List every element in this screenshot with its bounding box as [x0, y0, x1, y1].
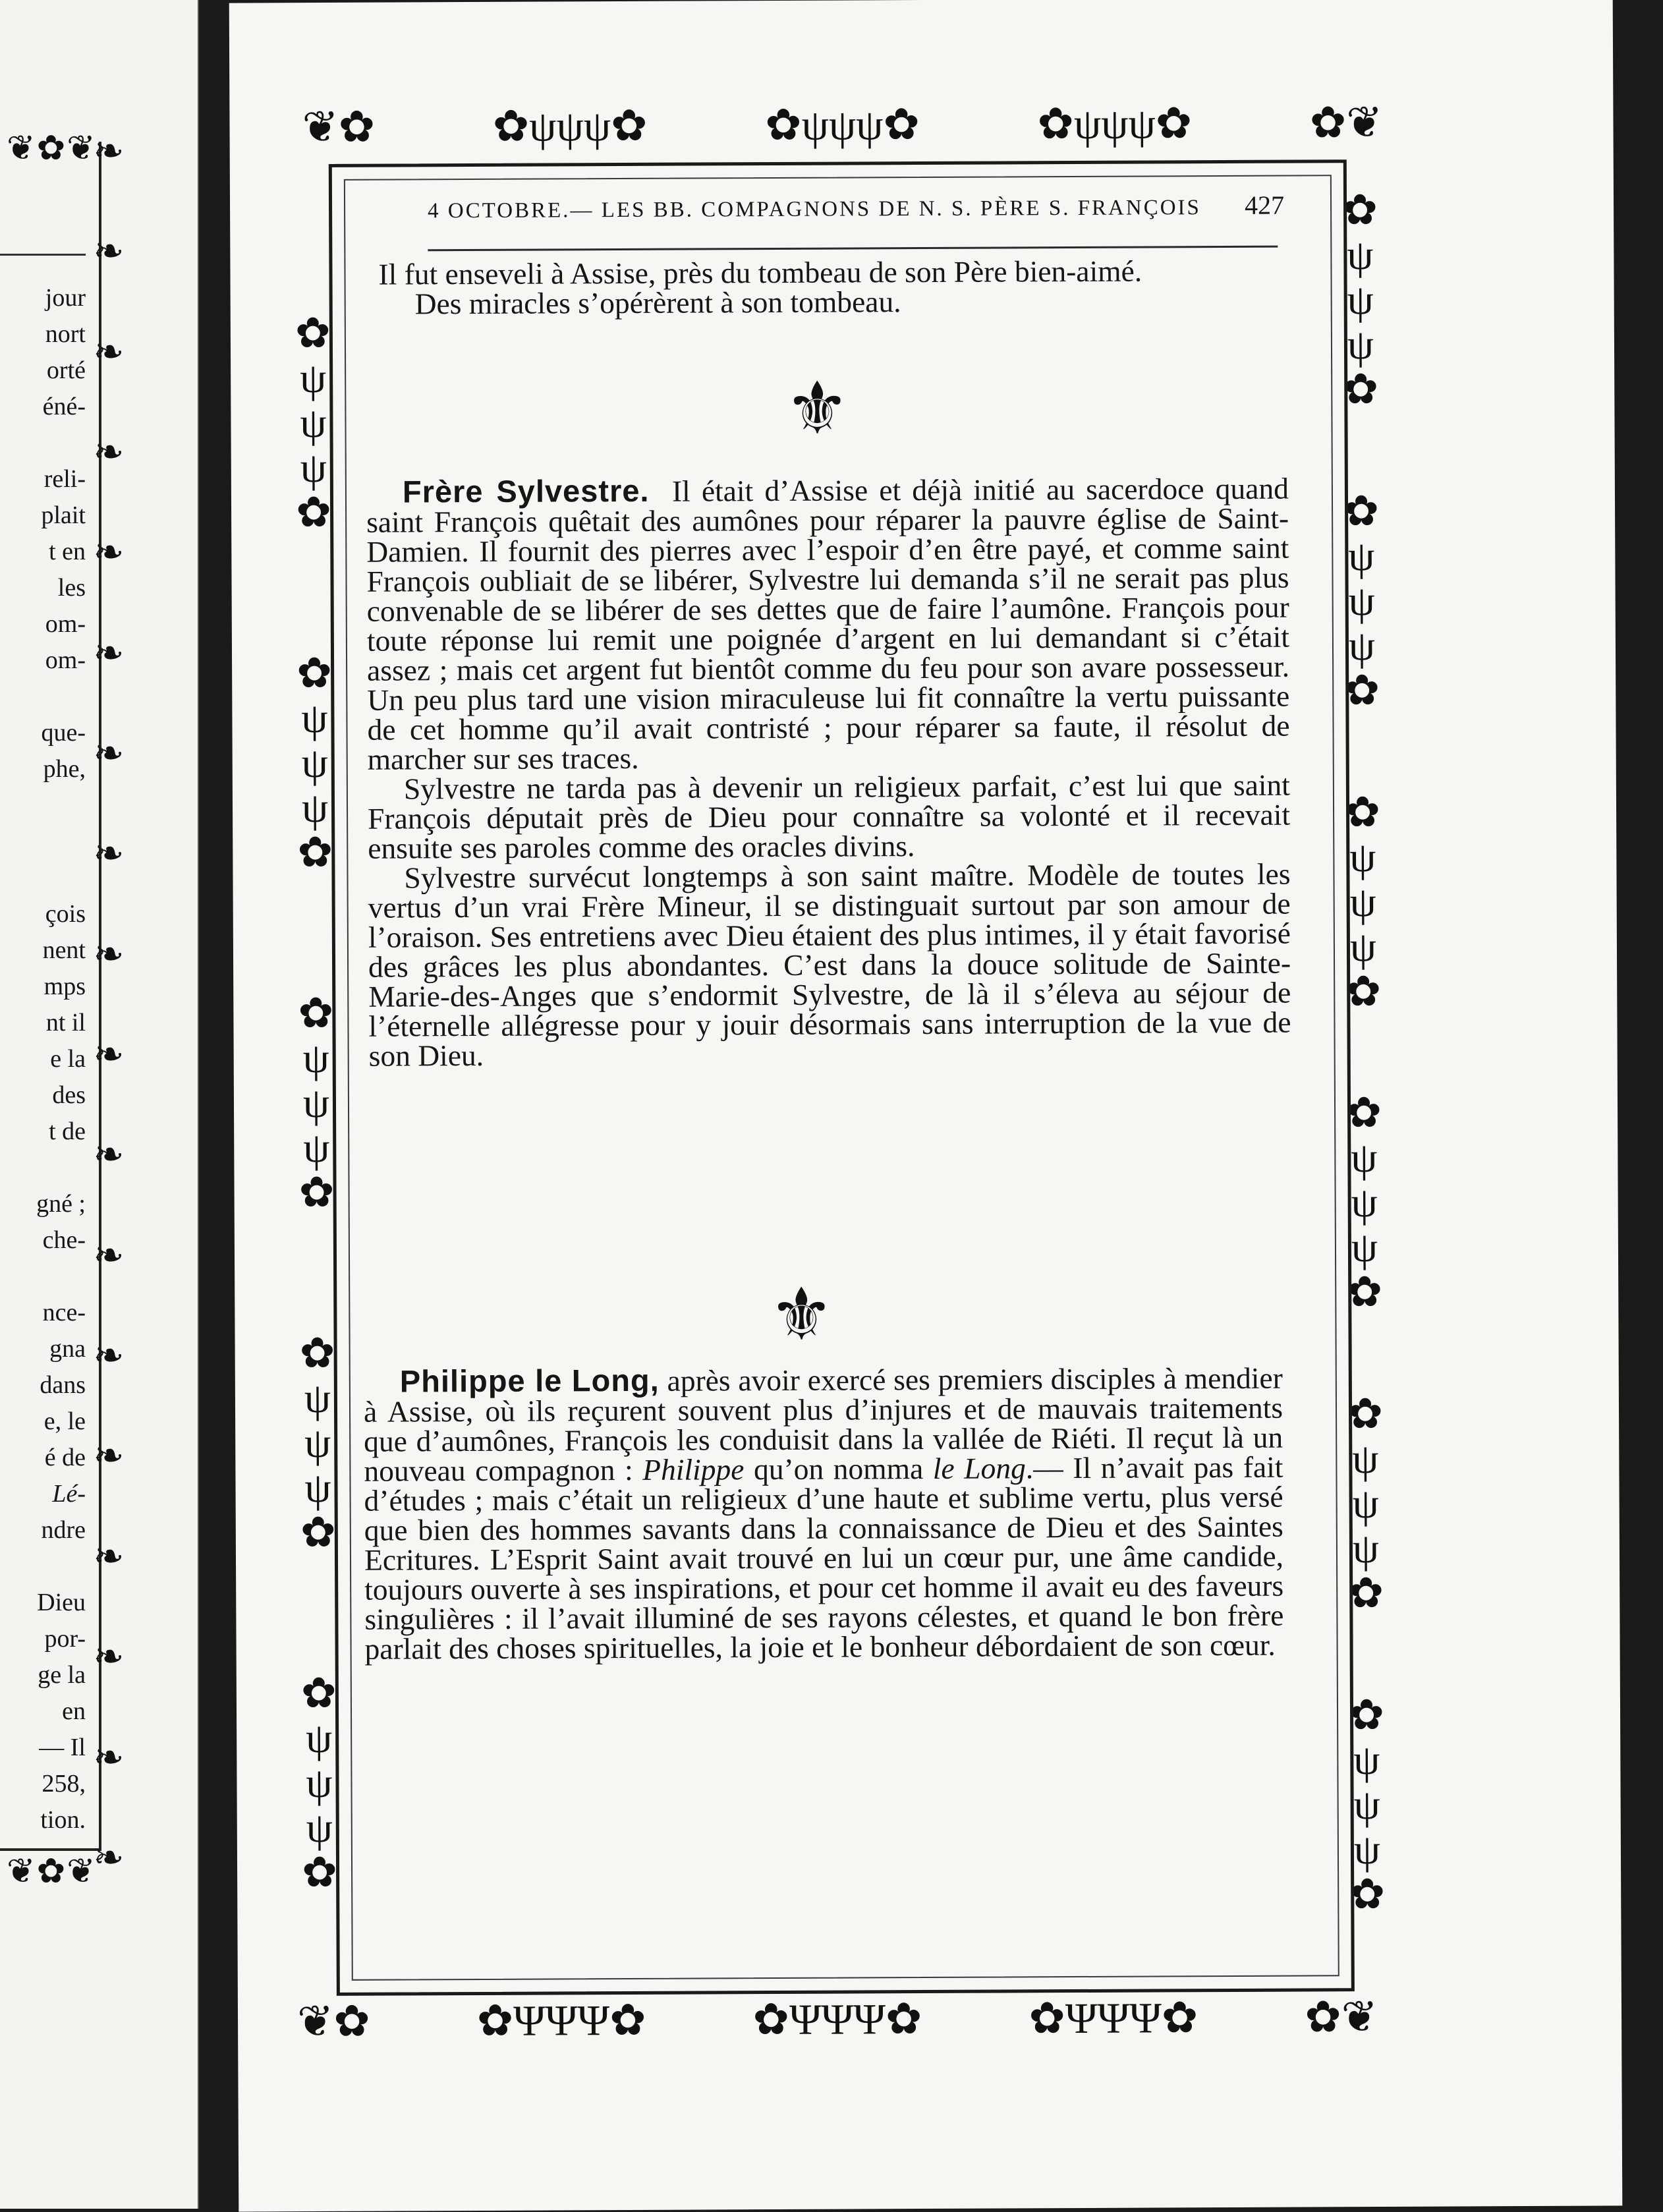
tulip-row-ornament-icon: ✿ψψψ✿ — [765, 101, 920, 150]
scroll-ornament-icon: ❧ — [93, 1336, 125, 1377]
rosette-tulip-group-icon: ✿ ψ ψ ψ ✿ — [300, 1669, 338, 1896]
scroll-ornament-icon: ❧ — [93, 633, 125, 674]
tulip-row-ornament-icon: ✿ψψψ✿ — [492, 101, 648, 151]
left-page-line-fragment: nort — [45, 320, 86, 348]
left-page-line-fragment: gna — [49, 1335, 86, 1363]
left-page-line-fragment: plait — [41, 501, 86, 529]
left-page-line-fragment: gné ; — [36, 1190, 86, 1218]
left-page-line-fragment: les — [57, 574, 86, 602]
sylvestre-section — [366, 473, 1291, 1071]
scroll-ornament-icon: ❧ — [93, 331, 125, 373]
philippe-text-c: .— Il n’avait pas fait d’études ; mais c’était un religieux d’une haute et sublime vertu, plus versé que bien des hommes savants dans la connaissance de Dieu et des Saintes Ecritures. L’Esprit Saint avait trouvé en lui un cœur pur, une âme candide, toujours ouverte à ses inspirations, et pour cet homme il avait eu des faveurs singulières : il l’avait illuminé de ses rayons célestes, et quand le bon frère parlait des choses spirituelles, la joie et le bonheur débordaient de son cœur. — [364, 1450, 1284, 1666]
left-page-line-fragment: orté — [46, 356, 86, 384]
philippe-section — [364, 1363, 1284, 1664]
philippe-text-a: après avoir exercé ses premiers disciples à mendier à Assise, où ils reçurent souvent plus d’injures et de mauvais traitements que d’aumônes, François les conduisit dans la vallée de Riéti. Il reçut là un nouveau compagnon : — [363, 1361, 1283, 1488]
fleur-de-lis-icon: ⚜ — [768, 1274, 834, 1356]
rosette-tulip-ornament-icon: ✿❦ — [1309, 98, 1383, 148]
fleur-de-lis-icon: ⚜ — [784, 368, 850, 449]
left-page-fragment — [0, 0, 199, 2209]
left-bottom-ornament: ❦✿❦ — [7, 1853, 97, 1890]
rosette-tulip-group-icon: ✿ ψ ψ ψ ✿ — [1346, 1089, 1383, 1316]
left-page-line-fragment: éné- — [42, 393, 86, 420]
rosette-tulip-group-icon: ✿ ψ ψ ψ ✿ — [1349, 1691, 1386, 1917]
rosette-tulip-group-icon: ✿ ψ ψ ψ ✿ — [299, 1329, 336, 1556]
left-page-line-fragment: om- — [45, 646, 86, 674]
top-ornament-border — [302, 100, 1382, 151]
rosette-tulip-group-icon: ✿ ψ ψ ψ ✿ — [298, 989, 335, 1216]
scroll-ornament-icon: ❧ — [93, 1737, 125, 1778]
scroll-ornament-icon: ❧ — [93, 1536, 125, 1577]
rosette-tulip-group-icon: ✿ ψ ψ ψ ✿ — [1343, 487, 1380, 714]
rosette-tulip-ornament-icon: ✿❦ — [1305, 1993, 1378, 2042]
intro-paragraph — [378, 256, 1301, 319]
left-page-line-fragment: Lé- — [52, 1480, 86, 1508]
left-page-line-fragment: mps — [43, 973, 86, 1000]
philippe-paragraph — [364, 1363, 1284, 1664]
left-page-line-fragment: 258, — [42, 1770, 86, 1798]
tulip-row-ornament-icon: ✿ΨΨΨ✿ — [1029, 1994, 1198, 2043]
scroll-ornament-icon: ❧ — [93, 1135, 125, 1176]
sylvestre-paragraph-3: Sylvestre survécut longtemps à son saint maître. Modèle de toutes les vertus d’un vrai Frère Mineur, il se distinguait surtout par son amour de l’oraison. Ses entretiens avec Dieu étaient des plus intimes, il y était favorisé des grâces les plus abondantes. C’est dans la douce solitude de Sainte-Marie-des-Anges que s’endormit Sylvestre, de là il s’éleva au séjour de l’éternelle allégresse pour y jouir désormais sans interruption de la vue de son Dieu. — [368, 857, 1291, 1073]
intro-line-2: Des miracles s’opérèrent à son tombeau. — [414, 285, 901, 321]
bottom-ornament-border — [297, 1995, 1378, 2045]
left-page-line-fragment: dans — [40, 1371, 86, 1399]
rosette-tulip-group-icon: ✿ ψ ψ ψ ✿ — [1342, 186, 1379, 413]
sylvestre-paragraph-1 — [366, 473, 1290, 774]
left-page-line-fragment: nent — [42, 936, 86, 964]
left-page-line-fragment: é de — [44, 1444, 86, 1471]
tulip-row-ornament-icon: ✿ΨΨΨ✿ — [752, 1995, 922, 2045]
left-page-line-fragment: e, le — [43, 1407, 86, 1435]
intro-line-1: Il fut enseveli à Assise, près du tombeau de son Père bien-aimé. — [378, 254, 1142, 291]
left-page-line-fragment: tion. — [40, 1806, 86, 1834]
sylvestre-heading: Frère Sylvestre. — [402, 472, 650, 509]
left-top-ornament: ❦✿❦ — [7, 130, 97, 167]
left-page-ornament-column — [89, 132, 128, 1878]
right-page — [229, 0, 1623, 2212]
rosette-tulip-group-icon: ✿ ψ ψ ψ ✿ — [296, 649, 333, 876]
left-page-line-fragment: Dieu — [37, 1589, 86, 1616]
scroll-ornament-icon: ❧ — [93, 733, 125, 775]
philippe-text-b: qu’on nomma — [753, 1452, 924, 1487]
left-page-line-fragment: por- — [44, 1625, 86, 1653]
tulip-row-ornament-icon: ✿ΨΨΨ✿ — [476, 1996, 646, 2045]
left-page-line-fragment: çois — [45, 900, 86, 928]
page-number: 427 — [1244, 190, 1285, 220]
left-page-line-fragment: om- — [45, 610, 86, 638]
left-page-line-fragment: — Il — [39, 1734, 86, 1761]
sylvestre-paragraph-2: Sylvestre ne tarda pas à devenir un religieux parfait, c’est lui que saint François députait près de Dieu pour connaître sa volonté et il recevait ensuite ses paroles comme des oracles divins. — [367, 768, 1291, 865]
left-running-head-rule — [0, 254, 86, 256]
scroll-ornament-icon: ❧ — [93, 432, 125, 474]
left-page-line-fragment: en — [62, 1697, 86, 1725]
left-page-line-fragment: ndre — [41, 1516, 86, 1544]
scroll-ornament-icon: ❧ — [93, 131, 125, 172]
rosette-tulip-group-icon: ✿ ψ ψ ψ ✿ — [1345, 788, 1382, 1015]
left-page-line-fragment: des — [52, 1081, 86, 1109]
philippe-italic-name: Philippe — [642, 1452, 745, 1487]
philippe-italic-surname: le Long — [932, 1451, 1026, 1485]
scroll-ornament-icon: ❧ — [93, 1637, 125, 1678]
left-page-line-fragment: jour — [45, 284, 86, 312]
scroll-ornament-icon: ❧ — [93, 532, 125, 574]
left-page-line-fragment: che- — [42, 1226, 86, 1254]
rosette-tulip-group-icon: ✿ ψ ψ ψ ✿ — [1347, 1390, 1384, 1617]
scroll-ornament-icon: ❧ — [93, 1035, 125, 1076]
scroll-ornament-icon: ❧ — [93, 934, 125, 975]
scroll-ornament-icon: ❧ — [93, 1235, 125, 1276]
left-page-line-fragment: que- — [41, 719, 86, 747]
philippe-heading: Philippe le Long, — [399, 1362, 660, 1399]
rosette-tulip-ornament-icon: ❦✿ — [302, 103, 376, 152]
scroll-ornament-icon: ❧ — [93, 231, 125, 273]
running-head-title: 4 OCTOBRE.— LES BB. COMPAGNONS DE N. S. PÈRE S. FRANÇOIS — [427, 196, 1201, 223]
rosette-tulip-ornament-icon: ❦✿ — [296, 1997, 370, 2047]
tulip-row-ornament-icon: ✿ψψψ✿ — [1037, 99, 1193, 149]
left-page-line-fragment: t de — [49, 1118, 86, 1145]
scroll-ornament-icon: ❧ — [93, 834, 125, 875]
running-head — [428, 190, 1284, 225]
left-page-line-fragment: e la — [50, 1045, 86, 1073]
left-page-line-fragment: nt il — [45, 1009, 86, 1036]
left-page-line-fragment: ge la — [38, 1661, 86, 1689]
scroll-ornament-icon: ❧ — [93, 1436, 125, 1477]
rosette-tulip-group-icon: ✿ ψ ψ ψ ✿ — [295, 309, 332, 536]
left-page-line-fragment: phe, — [43, 755, 86, 783]
scroll-ornament-icon: ❧ — [93, 1837, 125, 1879]
left-page-line-fragment: reli- — [43, 465, 86, 493]
sylvestre-text-1: Il était d’Assise et déjà initié au sacerdoce quand saint François quêtait des aumônes pour réparer la pauvre église de Saint-Damien. Il fournit des pierres avec l’espoir d’en être payé, et comme saint François oubliait de se libérer, Sylvestre lui demanda s’il ne serait pas plus convenable de se libérer de ses dettes que de faire l’aumône. François pour toute réponse lui remit une poignée d’argent en lui demandant si c’était assez ; mais cet argent fut bientôt comme du feu pour son avare possesseur. Un peu plus tard une vision miraculeuse lui fit connaître la vertu puissante de cet homme qu’il avait contristé ; pour réparer sa faute, il résolut de marcher sur ses traces. — [366, 471, 1290, 776]
left-page-line-fragment: t en — [49, 538, 86, 565]
left-page-line-fragment: nce- — [42, 1299, 86, 1326]
